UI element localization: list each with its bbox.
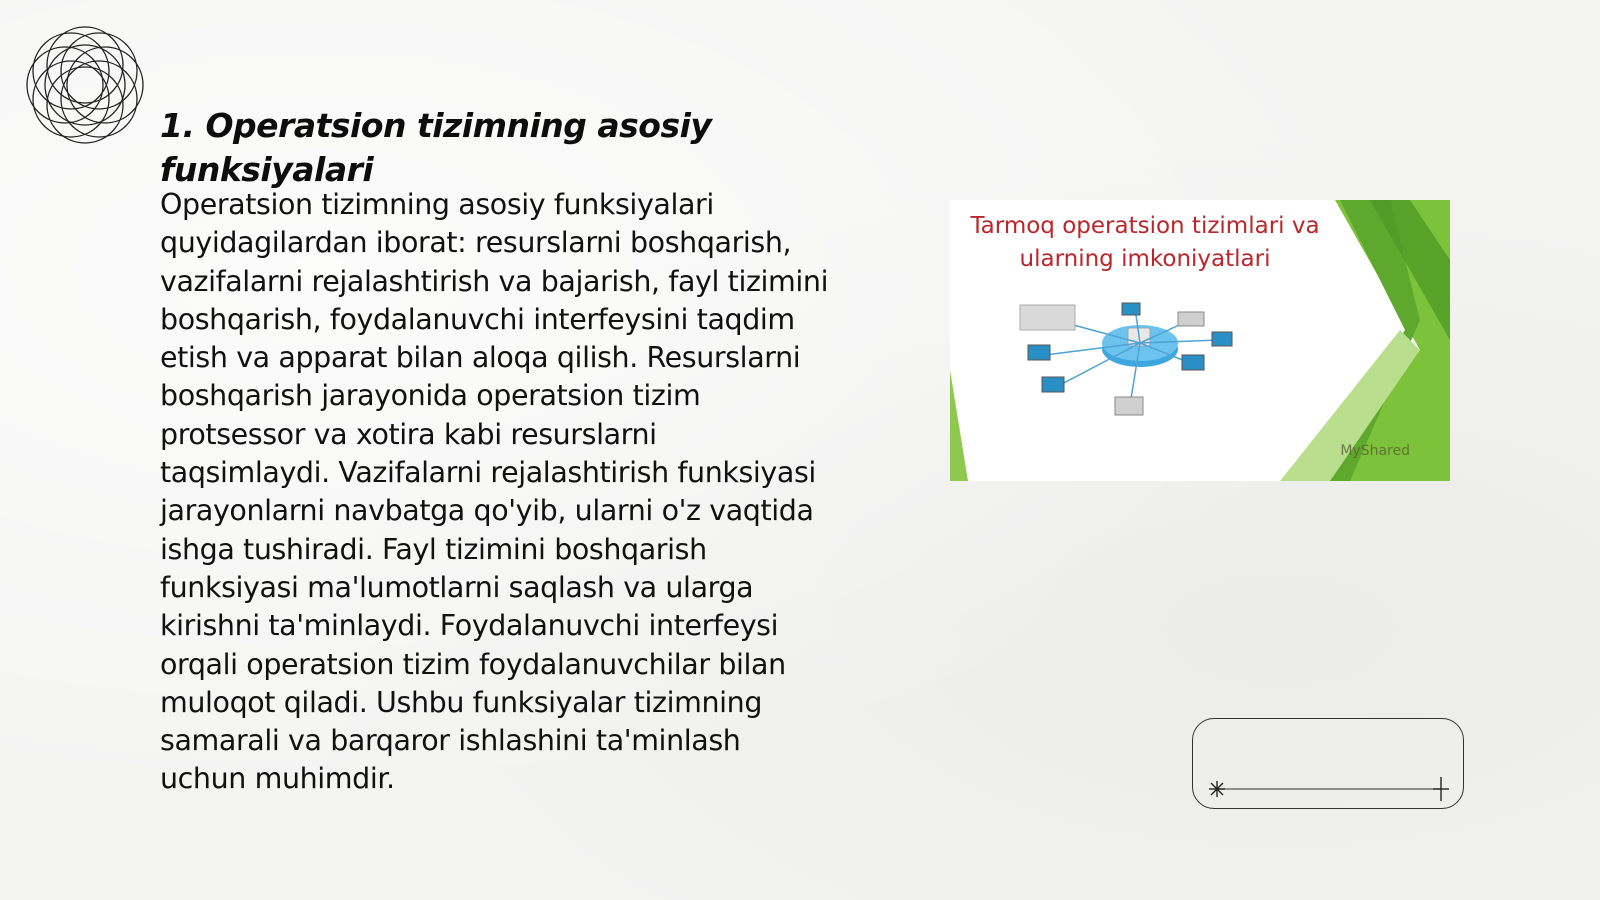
sparkle-icon xyxy=(1209,781,1225,797)
cross-star-icon xyxy=(1433,777,1449,801)
slide-title: 1. Operatsion tizimning asosiy funksiyalari xyxy=(160,106,712,189)
image-title: Tarmoq operatsion tizimlari va ularning imkoniyatlari xyxy=(970,213,1320,272)
network-os-image xyxy=(950,200,1450,481)
slide-body-text: Operatsion tizimning asosiy funksiyalari quyidagilardan iborat: resurslarni boshqarish, vazifalarni rejalashtirish va bajarish, fayl tizimini boshqarish, foydalanuvchi interfeysini taqdim etish va apparat bilan aloqa qilish. Resurslarni boshqarish jarayonida operatsion tizim protsessor va xotira kabi resurslarni taqsimlaydi. Vazifalarni rejalashtirish funksiyasi jarayonlarni navbatga qo'yib, ularni o'z vaqtida ishga tushiradi. Fayl tizimini boshqarish funksiyasi ma'lumotlarni saqlash va ularga kirishni ta'minlaydi. Foydalanuvchi interfeysi orqali operatsion tizim foydalanuvchilar bilan muloqot qiladi. Ushbu funksiyalar tizimning samarali va barqaror ishlashini ta'minlash uchun muhimdir. xyxy=(160,188,829,796)
image-watermark: MyShared xyxy=(1340,443,1410,459)
decorative-line-box xyxy=(1192,718,1464,809)
spirograph-circles-icon xyxy=(10,10,160,160)
